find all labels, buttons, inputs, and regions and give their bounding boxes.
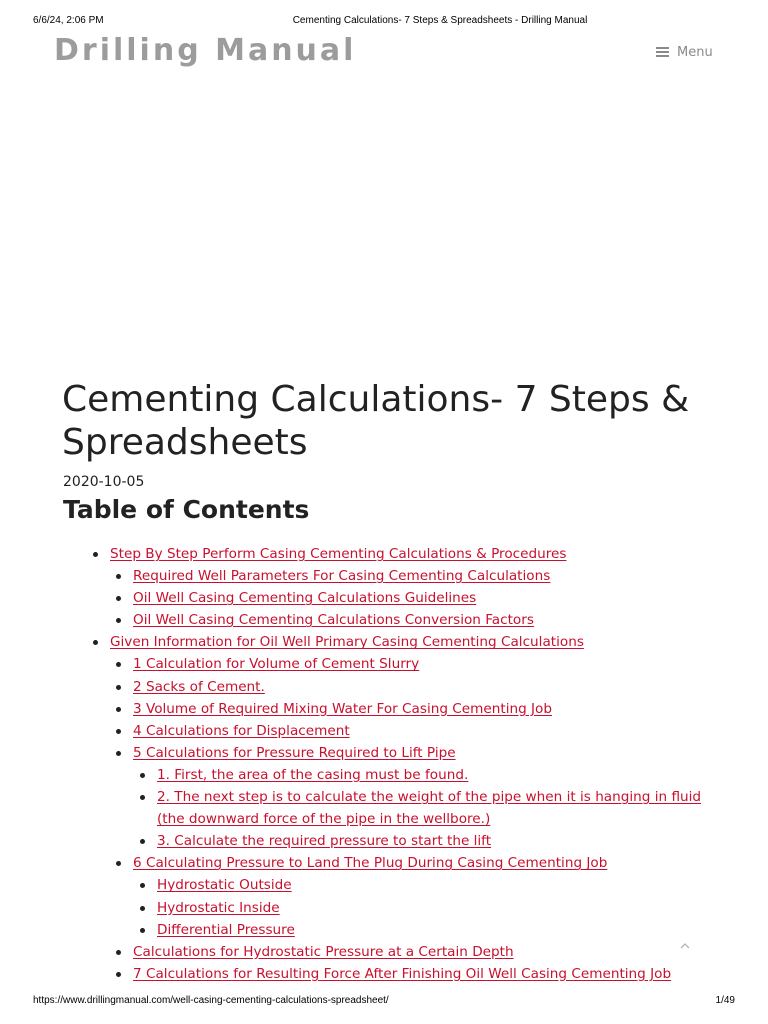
toc-item [0, 609, 768, 631]
bullet-icon [140, 928, 145, 933]
print-footer [0, 995, 768, 1009]
toc-link[interactable]: 5 Calculations for Pressure Required to Lift Pipe [133, 744, 456, 761]
bullet-icon [93, 640, 98, 645]
toc-item [0, 587, 768, 609]
toc-link[interactable]: Required Well Parameters For Casing Cementing Calculations [133, 568, 551, 585]
bullet-icon [116, 729, 121, 734]
toc-link[interactable]: 2 Sacks of Cement. [133, 678, 265, 695]
article-title: Cementing Calculations- 7 Steps & Spreadsheets [62, 379, 690, 463]
toc-link[interactable]: 3 Volume of Required Mixing Water For Casing Cementing Job [133, 700, 553, 717]
toc-item [0, 897, 768, 919]
bullet-icon [116, 972, 121, 977]
toc-item [0, 852, 768, 874]
toc-heading: Table of Contents [63, 495, 310, 524]
print-header [0, 15, 768, 29]
bullet-icon [140, 839, 145, 844]
bullet-icon [140, 773, 145, 778]
menu-button[interactable] [656, 42, 713, 62]
toc-item [0, 742, 768, 764]
hamburger-icon [656, 47, 669, 57]
toc-item [0, 543, 768, 565]
toc-link[interactable]: Step By Step Perform Casing Cementing Calculations & Procedures [110, 546, 567, 562]
toc-link[interactable]: Given Information for Oil Well Primary Casing Cementing Calculations [110, 634, 584, 651]
toc-item [0, 565, 768, 587]
bullet-icon [116, 685, 121, 690]
bullet-icon [140, 795, 145, 800]
bullet-icon [116, 596, 121, 601]
bullet-icon [116, 574, 121, 579]
toc-item [0, 764, 768, 786]
toc-link[interactable]: Differential Pressure [157, 921, 295, 938]
site-header [0, 33, 768, 73]
toc-list [0, 543, 768, 985]
menu-label: Menu [677, 44, 713, 60]
toc-item [0, 919, 768, 941]
toc-link[interactable]: Hydrostatic Outside [157, 877, 292, 894]
toc-item [0, 874, 768, 896]
toc-link[interactable]: Oil Well Casing Cementing Calculations Conversion Factors [133, 612, 534, 629]
chevron-up-icon [678, 939, 692, 953]
toc-link[interactable]: 7 Calculations for Resulting Force After Finishing Oil Well Casing Cementing Job [133, 965, 672, 982]
back-to-top-button[interactable] [678, 938, 692, 952]
bullet-icon [116, 950, 121, 955]
table-of-contents [0, 543, 768, 985]
bullet-icon [116, 618, 121, 623]
print-page-number: 1/49 [715, 995, 735, 1006]
toc-link[interactable]: Calculations for Hydrostatic Pressure at a Certain Depth [133, 943, 514, 960]
toc-link[interactable]: 2. The next step is to calculate the weight of the pipe when it is hanging in fluid (the downward force of the pipe in the wellbore.) [157, 789, 702, 828]
toc-item [0, 698, 768, 720]
print-url: https://www.drillingmanual.com/well-casing-cementing-calculations-spreadsheet/ [33, 995, 389, 1006]
toc-item [0, 786, 768, 830]
toc-link[interactable]: 3. Calculate the required pressure to start the lift [157, 833, 492, 850]
toc-item [0, 941, 768, 963]
toc-item [0, 631, 768, 653]
toc-item [0, 963, 768, 985]
post-date: 2020-10-05 [63, 474, 145, 490]
print-datetime: 6/6/24, 2:06 PM [33, 15, 104, 26]
bullet-icon [116, 751, 121, 756]
toc-item [0, 720, 768, 742]
toc-link[interactable]: 4 Calculations for Displacement [133, 722, 350, 739]
bullet-icon [116, 707, 121, 712]
bullet-icon [116, 861, 121, 866]
site-title-link[interactable]: Drilling Manual [54, 33, 357, 68]
bullet-icon [140, 883, 145, 888]
bullet-icon [116, 662, 121, 667]
toc-item [0, 676, 768, 698]
toc-link[interactable]: 1 Calculation for Volume of Cement Slurry [133, 656, 420, 673]
toc-link[interactable]: 1. First, the area of the casing must be found. [157, 766, 469, 783]
bullet-icon [93, 552, 98, 557]
toc-link[interactable]: Hydrostatic Inside [157, 899, 280, 916]
toc-item [0, 653, 768, 675]
bullet-icon [140, 906, 145, 911]
print-doc-title: Cementing Calculations- 7 Steps & Spreadsheets - Drilling Manual [292, 15, 588, 26]
toc-link[interactable]: 6 Calculating Pressure to Land The Plug During Casing Cementing Job [133, 855, 608, 872]
toc-link[interactable]: Oil Well Casing Cementing Calculations Guidelines [133, 590, 477, 607]
toc-item [0, 830, 768, 852]
